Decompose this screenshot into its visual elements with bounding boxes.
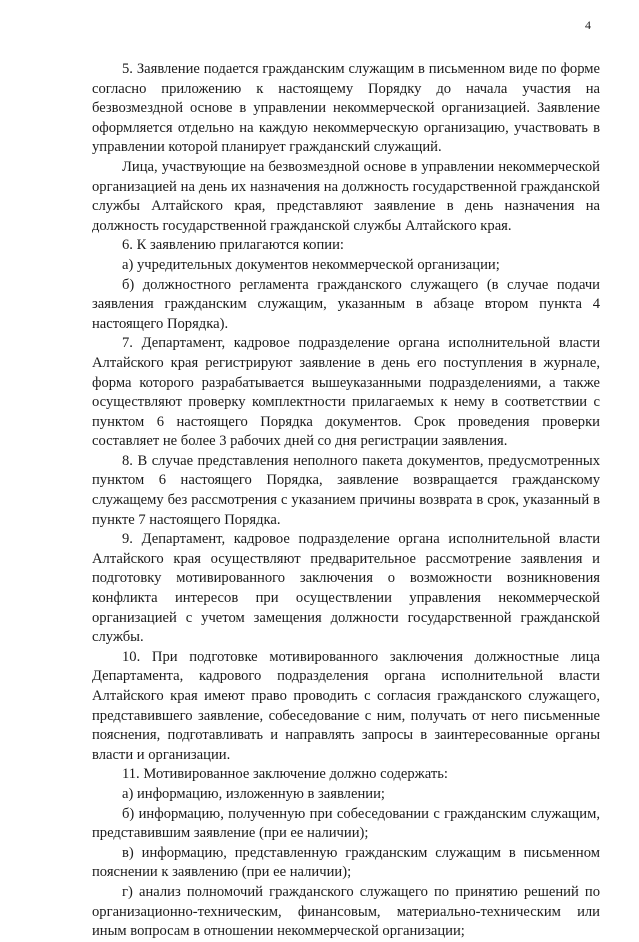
paragraph-6a: а) учредительных документов некоммерческой организации; [122,256,500,273]
page-number: 4 [585,18,591,32]
paragraph-11b: б) информацию, полученную при собеседовании с гражданским служащим, представившим заявление (при ее наличии); [92,805,600,842]
paragraph-7: 7. Департамент, кадровое подразделение органа исполнительной власти Алтайского края регистрируют заявление в день его поступления в журнале, форма которого разрабатывается вышеуказанными подразделениями, а также осуществляют проверку комплектности прилагаемых к нему в соответствии с пунктом 6 настоящего Порядка документов. Срок проведения проверки составляет не более 3 рабочих дней со дня регистрации заявления. [92,335,600,450]
paragraph-6b: б) должностного регламента гражданского служащего (в случае подачи заявления гражданским служащим, указанным в абзаце втором пункта 4 настоящего Порядка). [92,276,600,332]
paragraph-10: 10. При подготовке мотивированного заключения должностные лица Департамента, кадрового подразделения органа исполнительной власти Алтайского края имеют право проводить с согласия гражданского служащего, представившего заявление, собеседование с ним, получать от него письменные пояснения, подготавливать и направлять запросы в заинтересованные органы власти и организации. [92,648,600,763]
paragraph-11c: в) информацию, представленную гражданским служащим в письменном пояснении к заявлению (при ее наличии); [92,844,600,881]
paragraph-11: 11. Мотивированное заключение должно содержать: [122,766,448,783]
document-body [92,60,600,942]
paragraph-8: 8. В случае представления неполного пакета документов, предусмотренных пунктом 6 настоящего Порядка, заявление возвращается гражданскому служащему без рассмотрения с указанием причины возврата в срок, указанный в пункте 7 настоящего Порядка. [92,452,600,528]
paragraph-11a: а) информацию, изложенную в заявлении; [122,785,385,802]
paragraph-appointees: Лица, участвующие на безвозмездной основе в управлении некоммерческой организацией на день их назначения на должность государственной гражданской службы Алтайского края, представляют заявление в день назначения на должность государственной гражданской службы Алтайского края. [92,158,600,234]
paragraph-5: 5. Заявление подается гражданским служащим в письменном виде по форме согласно приложению к настоящему Порядку до начала участия на безвозмездной основе в управлении некоммерческой организацией. Заявление оформляется отдельно на каждую некоммерческую организацию, участвовать в управлении которой планирует гражданский служащий. [92,61,600,156]
paragraph-9: 9. Департамент, кадровое подразделение органа исполнительной власти Алтайского края осуществляют предварительное рассмотрение заявления и подготовку мотивированного заключения о возможности возникновения конфликта интересов при осуществлении управления некоммерческой организацией с учетом замещения должности государственной гражданской службы. [92,531,600,646]
paragraph-11d: г) анализ полномочий гражданского служащего по принятию решений по организационно-техническим, финансовым, материально-техническим или иным вопросам в отношении некоммерческой организации; [92,883,600,940]
paragraph-6: 6. К заявлению прилагаются копии: [122,237,344,254]
